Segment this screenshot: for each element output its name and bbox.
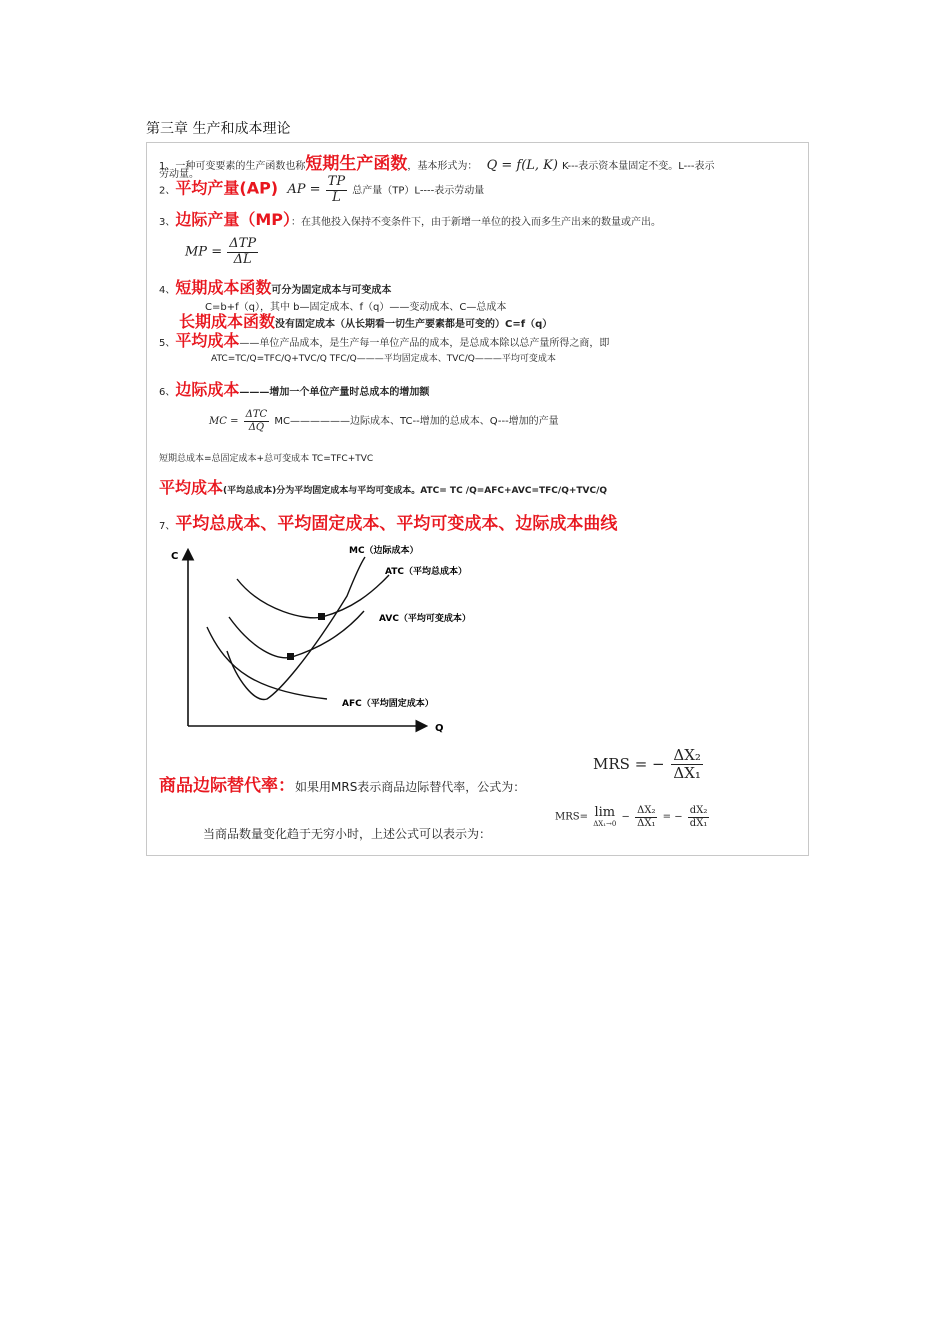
- s6-num-top: ΔTC: [245, 409, 268, 420]
- mrs-lim-lhs: MRS=: [555, 811, 588, 823]
- avg-cost-line: [159, 475, 607, 498]
- s2-num-bottom: L: [332, 189, 341, 205]
- mrs-formula: [593, 747, 705, 783]
- mc-atc-intersection: [318, 613, 325, 620]
- s5-num: 5、: [159, 338, 176, 349]
- mrs-d-top: dX₂: [689, 805, 708, 816]
- mrs-lim: lim: [594, 804, 616, 820]
- s3-lhs: MP =: [185, 244, 223, 260]
- cost-curves-graph: [167, 541, 507, 741]
- s2-term: 平均产量(AP): [175, 178, 279, 198]
- s6-fraction: [244, 409, 270, 433]
- s4-term2: 长期成本函数: [179, 312, 276, 331]
- mrs-colon: ：: [278, 776, 295, 796]
- s3-formula: [185, 237, 260, 268]
- s6-num: 6、: [159, 387, 176, 398]
- mrs-lim-eq: = −: [662, 811, 683, 823]
- mrs-lhs: MRS = −: [593, 754, 665, 773]
- s5-line2: ATC=TC/Q=TFC/Q+TVC/Q TFC/Q———平均固定成本、TVC/Q———平均可变成本: [211, 354, 556, 364]
- s5-desc: ——单位产品成本，是生产每一单位产品的成本，是总成本除以总产量所得之商，即: [239, 338, 610, 349]
- s4-desc: 可分为固定成本与可变成本: [271, 285, 392, 296]
- mc-avc-intersection: [287, 653, 294, 660]
- section-3: [159, 207, 661, 230]
- atc-curve: [237, 575, 389, 618]
- s6-desc: ———增加一个单位产量时总成本的增加额: [239, 387, 430, 398]
- s6-suffix: MC——————边际成本、TC--增加的总成本、Q---增加的产量: [274, 416, 559, 427]
- avg-term: 平均成本: [159, 478, 224, 497]
- s3-num-bottom: ΔL: [233, 251, 252, 267]
- s1-cont: 劳动量。: [159, 169, 199, 180]
- notes-panel: [146, 142, 809, 856]
- s1-prefix: 1、一种可变要素的生产函数也称: [159, 161, 306, 172]
- s1-mid: ，基本形式为：: [407, 161, 478, 172]
- section-1: [159, 149, 715, 174]
- mrs-limit-formula: [555, 805, 711, 829]
- s6-num-bottom: ΔQ: [248, 421, 265, 433]
- section-7: [159, 509, 617, 534]
- s2-fraction: [326, 175, 347, 206]
- mrs-num-bottom: ΔX₁: [673, 764, 701, 783]
- mrs-term: 商品边际替代率: [159, 776, 278, 796]
- s1-term: 短期生产函数: [305, 154, 408, 174]
- s4-num: 4、: [159, 285, 176, 296]
- s3-desc: ：在其他投入保持不变条件下，由于新增一单位的投入而多生产出来的数量或产出。: [291, 217, 662, 228]
- s6-lhs: MC =: [209, 416, 239, 427]
- mrs-lim-fraction: [635, 805, 657, 829]
- mrs-lim-frac-bottom: ΔX₁: [637, 817, 656, 829]
- mrs-d-bottom: dX₁: [689, 817, 708, 829]
- y-axis-label: C: [171, 551, 179, 562]
- mrs-limit-desc: 当商品数量变化趋于无穷小时，上述公式可以表示为：: [203, 827, 492, 841]
- mc-label: MC（边际成本）: [349, 546, 419, 556]
- s4-term: 短期成本函数: [175, 278, 272, 297]
- mc-curve: [227, 557, 365, 699]
- s4-line2: C=b+f（q），其中 b—固定成本、f（q）——变动成本、C—总成本: [205, 302, 507, 313]
- s7-num: 7、: [159, 521, 176, 532]
- mrs-lim-frac-top: ΔX₂: [637, 805, 656, 816]
- s5-term: 平均成本: [175, 331, 240, 350]
- mrs-lim-minus: −: [621, 811, 630, 823]
- s6-short-total: 短期总成本=总固定成本+总可变成本 TC=TFC+TVC: [159, 454, 374, 464]
- s6-term: 边际成本: [175, 380, 240, 399]
- section-2: [159, 175, 484, 206]
- s2-num: 2、: [159, 185, 176, 197]
- mrs-desc: 如果用MRS表示商品边际替代率，公式为：: [295, 780, 526, 794]
- s6-formula: [209, 409, 559, 433]
- avc-curve: [229, 611, 364, 658]
- mrs-num-top: ΔX₂: [673, 746, 701, 764]
- mrs-fraction: [671, 747, 703, 783]
- s4-desc2: 没有固定成本（从长期看一切生产要素都是可变的）C=f（q）: [275, 319, 553, 330]
- s2-suffix: 总产量（TP）L----表示劳动量: [352, 185, 485, 197]
- s3-num-top: ΔTP: [229, 236, 257, 251]
- atc-label: ATC（平均总成本）: [385, 567, 468, 577]
- afc-curve: [207, 627, 327, 699]
- mrs-lim-block: [593, 806, 616, 829]
- section-4: [159, 275, 391, 298]
- s3-term: 边际产量（MP）: [175, 210, 292, 229]
- mrs-d-fraction: [688, 805, 710, 829]
- mrs-line: [159, 771, 525, 796]
- s1-suffix: K---表示资本量固定不变。L---表示: [561, 161, 715, 172]
- chapter-title: 第三章 生产和成本理论: [146, 121, 291, 137]
- s7-title: 平均总成本、平均固定成本、平均可变成本、边际成本曲线: [175, 514, 618, 534]
- section-6: [159, 377, 429, 400]
- s3-fraction: [227, 237, 258, 268]
- section-5: [159, 328, 609, 351]
- avg-desc: (平均总成本)分为平均固定成本与平均可变成本。ATC= TC /Q=AFC+AVC=TFC/Q+TVC/Q: [223, 486, 608, 496]
- x-axis-label: Q: [435, 723, 444, 734]
- s2-num-top: TP: [327, 174, 346, 189]
- afc-label: AFC（平均固定成本）: [342, 699, 434, 709]
- s1-formula: Q = f(L, K): [486, 158, 558, 173]
- avc-label: AVC（平均可变成本）: [379, 614, 471, 624]
- mrs-lim-sub: ΔX₁→0: [593, 820, 617, 829]
- s3-num: 3、: [159, 217, 176, 228]
- s2-lhs: AP =: [287, 182, 321, 198]
